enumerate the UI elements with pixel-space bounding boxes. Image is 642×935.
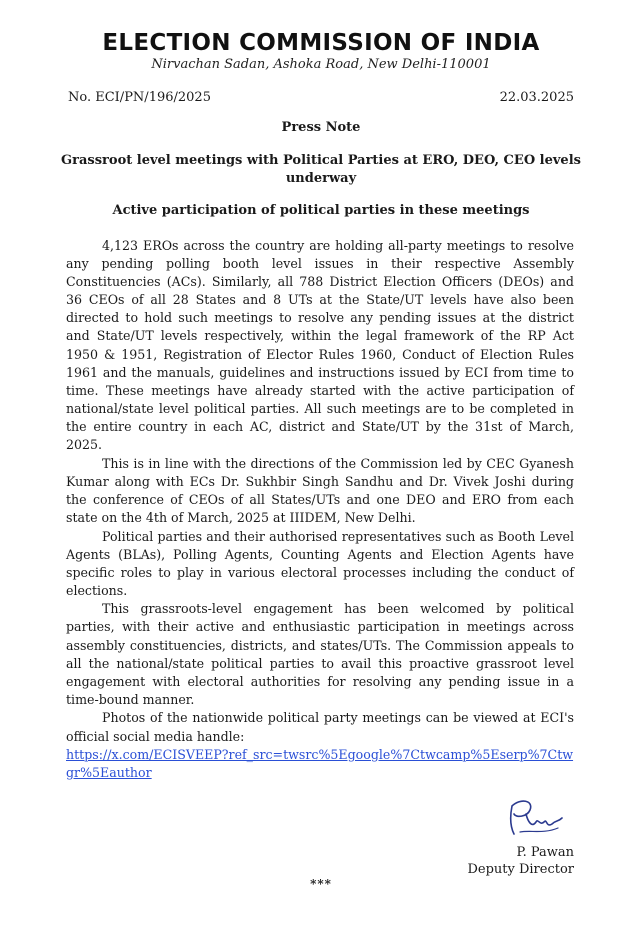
subject-heading: Grassroot level meetings with Political Parties at ERO, DEO, CEO levels underway (61, 153, 581, 186)
paragraph-2: This is in line with the directions of the Commission led by CEC Gyanesh Kumar along with ECs Dr. Sukhbir Singh Sandhu and Dr. Vivek Joshi during the conference of CEOs of all States/UTs and one DEO and ERO from each state on the 4th of March, 2025 at IIIDEM, New Delhi. (66, 455, 574, 525)
end-mark: *** (310, 877, 332, 891)
paragraph-3: Political parties and their authorised representatives such as Booth Level Agents (BLAs), Polling Agents, Counting Agents and Election Agents have specific roles to play in various electoral processes including the conduct of elections. (66, 528, 574, 598)
document-date: 22.03.2025 (499, 90, 574, 105)
social-media-link[interactable]: https://x.com/ECISVEEP?ref_src=twsrc%5Egoogle%7Ctwcamp%5Eserp%7Ctwgr%5Eauthor (66, 747, 574, 781)
paragraph-5: Photos of the nationwide political party meetings can be viewed at ECI's official social media handle: (66, 710, 574, 744)
subheading: Active participation of political parties in these meetings (112, 203, 530, 218)
paragraph-4: This grassroots-level engagement has been welcomed by political parties, with their active and enthusiastic participation in meetings across assembly constituencies, districts, and states/UTs. The Commission appeals to all the national/state political parties to avail this proactive grassroot level engagement with electoral authorities for resolving any pending issue in a time-bound manner. (66, 601, 574, 707)
body-text (66, 237, 574, 782)
organization-address: Nirvachan Sadan, Ashoka Road, New Delhi-110001 (151, 57, 491, 72)
reference-number: No. ECI/PN/196/2025 (68, 90, 211, 105)
signatory-block (467, 844, 574, 878)
signatory-designation: Deputy Director (467, 862, 574, 877)
signatory-name: P. Pawan (516, 845, 574, 860)
organization-title: ELECTION COMMISSION OF INDIA (102, 30, 540, 56)
signature-image (500, 792, 570, 842)
paragraph-1: 4,123 EROs across the country are holding all-party meetings to resolve any pending polling booth level issues in their respective Assembly Constituencies (ACs). Similarly, all 788 District Election Officers (DEOs) and 36 CEOs of all 28 States and 8 UTs at the State/UT levels have also been directed to hold such meetings to resolve any pending issues at the district and State/UT levels respectively, within the legal framework of the RP Act 1950 & 1951, Registration of Elector Rules 1960, Conduct of Election Rules 1961 and the manuals, guidelines and instructions issued by ECI from time to time. These meetings have already started with the active participation of national/state level political parties. All such meetings are to be completed in the entire country in each AC, district and State/UT by the 31st of March, 2025. (66, 238, 574, 453)
document-type: Press Note (281, 120, 361, 135)
